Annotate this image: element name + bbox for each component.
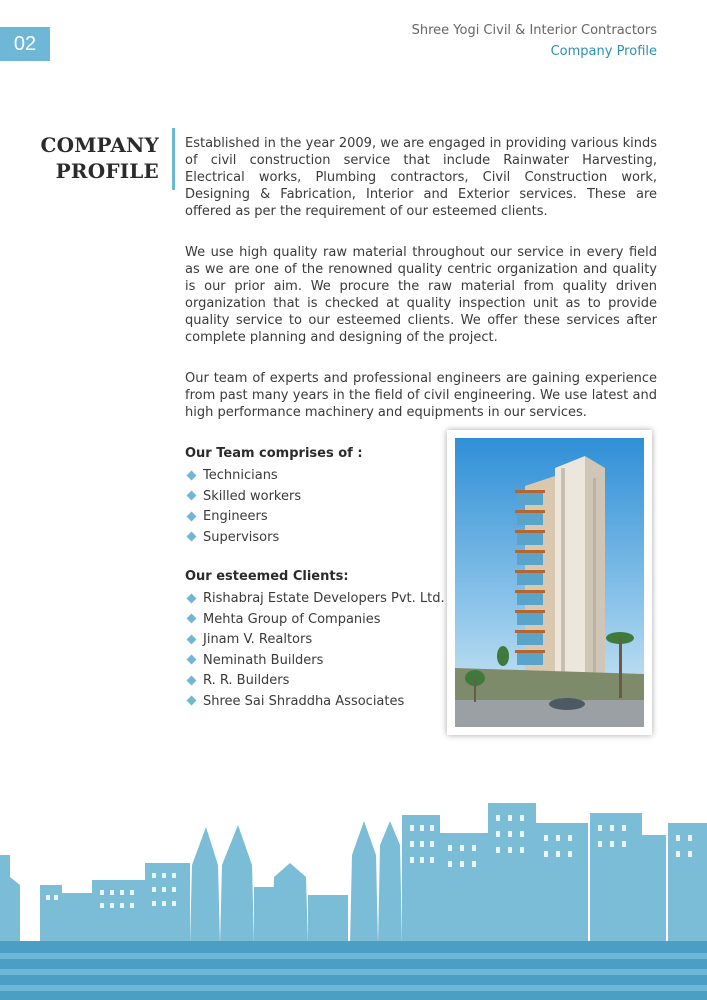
diamond-bullet-icon	[187, 675, 197, 685]
list-item: Rishabraj Estate Developers Pvt. Ltd.	[185, 589, 445, 610]
diamond-bullet-icon	[187, 511, 197, 521]
diamond-bullet-icon	[187, 655, 197, 665]
building-illustration	[455, 438, 644, 727]
list-item: Mehta Group of Companies	[185, 610, 445, 631]
list-item: R. R. Builders	[185, 671, 445, 692]
clients-list-title: Our esteemed Clients:	[185, 569, 349, 584]
list-item: Shree Sai Shraddha Associates	[185, 692, 445, 713]
diamond-bullet-icon	[187, 593, 197, 603]
paragraph-quality: We use high quality raw material throughout our service in every field as we are one of the renowned quality centric organization and quality is our prior aim. We procure the raw material from quality driven organization that is checked at quality inspection unit as to provide quality service to our esteemed clients. We offer these services after complete planning and designing of the project.	[185, 245, 657, 345]
clients-list	[185, 568, 445, 712]
diamond-bullet-icon	[187, 491, 197, 501]
section-title-line2: PROFILE	[55, 159, 159, 183]
paragraph-intro: Established in the year 2009, we are engaged in providing various kinds of civil construction service that include Rainwater Harvesting, Electrical works, Plumbing contractors, Civil Construction work, Designing & Fabrication, Interior and Exterior services. These are offered as per the requirement of our esteemed clients.	[185, 136, 657, 219]
header-document-title: Company Profile	[550, 44, 657, 59]
list-item: Neminath Builders	[185, 651, 445, 672]
diamond-bullet-icon	[187, 696, 197, 706]
diamond-bullet-icon	[187, 470, 197, 480]
page-number: 02	[0, 27, 50, 61]
title-divider	[172, 128, 175, 190]
diamond-bullet-icon	[187, 532, 197, 542]
building-photo	[447, 430, 652, 735]
team-list	[185, 445, 363, 548]
paragraph-team: Our team of experts and professional engineers are gaining experience from past many years in the field of civil engineering. We use latest and high performance machinery and equipments in our services.	[185, 371, 657, 420]
list-item: Skilled workers	[185, 487, 363, 508]
list-item: Jinam V. Realtors	[185, 630, 445, 651]
section-title-line1: COMPANY	[40, 133, 159, 157]
team-list-title: Our Team comprises of :	[185, 446, 363, 461]
list-item: Supervisors	[185, 528, 363, 549]
header-company-name: Shree Yogi Civil & Interior Contractors	[411, 23, 657, 38]
city-skyline-illustration	[0, 795, 707, 1000]
list-item: Engineers	[185, 507, 363, 528]
diamond-bullet-icon	[187, 614, 197, 624]
list-item: Technicians	[185, 466, 363, 487]
diamond-bullet-icon	[187, 634, 197, 644]
section-title	[40, 132, 159, 184]
